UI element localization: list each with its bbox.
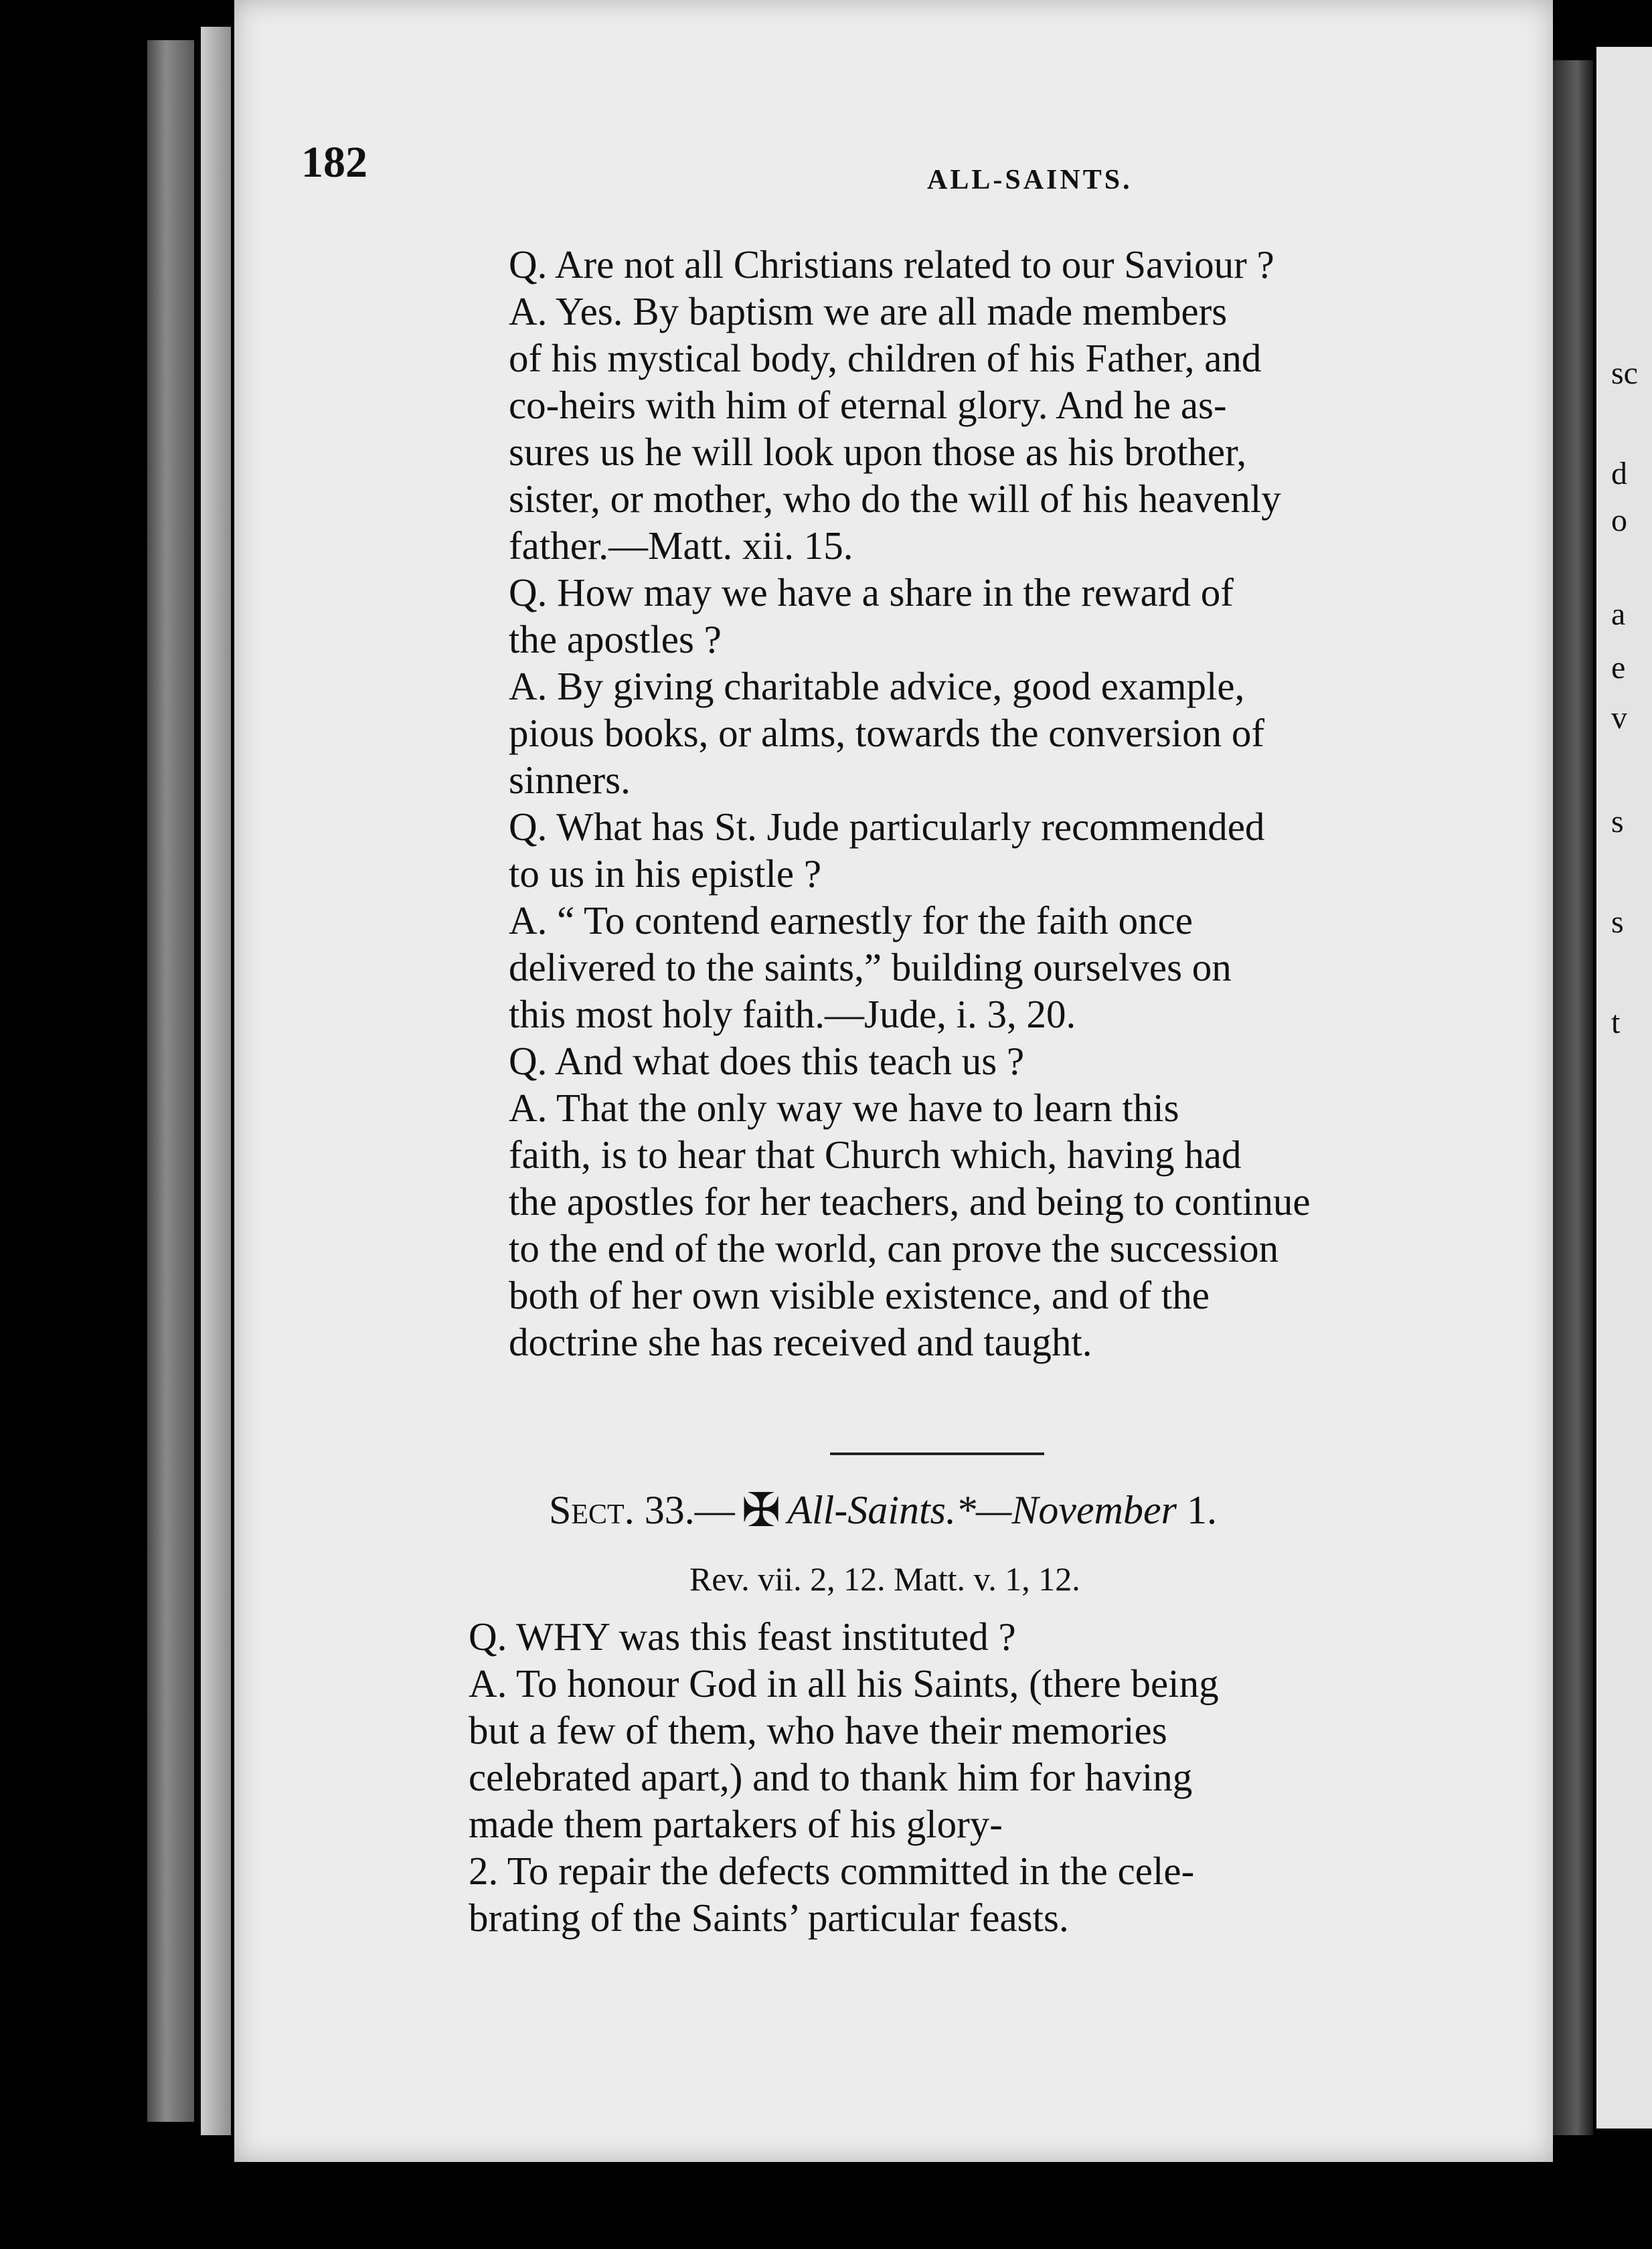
text-line: A. Yes. By baptism we are all made members: [509, 289, 1228, 333]
text-line: father.—Matt. xii. 15.: [509, 523, 853, 568]
qa-related-to-saviour: [509, 241, 1526, 569]
adjacent-page-fragment: v: [1611, 700, 1627, 736]
text-line: to us in his epistle ?: [509, 851, 822, 896]
section-title: All-Saints.*—November: [787, 1488, 1177, 1532]
text-line: sister, or mother, who do the will of his heavenly: [509, 477, 1281, 521]
adjacent-page-fragment: d: [1611, 456, 1627, 491]
text-line: co-heirs with him of eternal glory. And he as-: [509, 383, 1227, 427]
text-line: made them partakers of his glory-: [469, 1802, 1003, 1846]
text-line: celebrated apart,) and to thank him for having: [469, 1755, 1193, 1799]
adjacent-page-fragment: t: [1611, 1005, 1621, 1040]
text-line: brating of the Saints’ particular feasts.: [469, 1896, 1069, 1940]
body-text-lower: [469, 1613, 1486, 1941]
scripture-reference: Rev. vii. 2, 12. Matt. v. 1, 12.: [689, 1560, 1080, 1598]
adjacent-page-fragment: s: [1611, 904, 1624, 940]
text-line: A. “ To contend earnestly for the faith once: [509, 898, 1193, 942]
running-head: ALL-SAINTS.: [927, 165, 1133, 195]
qa-what-does-this-teach: [509, 1037, 1526, 1365]
book-edge-left: [147, 40, 194, 2122]
adjacent-page-fragment: sc: [1611, 355, 1638, 391]
text-line: but a few of them, who have their memories: [469, 1708, 1167, 1752]
text-line: Q. And what does this teach us ?: [509, 1039, 1025, 1083]
text-line: pious books, or alms, towards the conversion of: [509, 711, 1265, 755]
text-line: sinners.: [509, 758, 631, 802]
text-line: Q. How may we have a share in the reward of: [509, 570, 1234, 614]
section-label: Sect. 33.—: [549, 1488, 735, 1532]
text-line: Q. Are not all Christians related to our Saviour ?: [509, 242, 1274, 286]
text-line: Q. What has St. Jude particularly recommended: [509, 805, 1265, 849]
qa-share-in-reward: [509, 569, 1526, 803]
qa-st-jude-epistle: [509, 803, 1526, 1037]
text-line: the apostles ?: [509, 617, 722, 661]
text-line: Q. WHY was this feast instituted ?: [469, 1614, 1016, 1659]
adjacent-page-fragment: s: [1611, 804, 1624, 839]
section-day: 1.: [1186, 1488, 1217, 1532]
text-line: the apostles for her teachers, and being to continue: [509, 1179, 1311, 1224]
page-number: 182: [301, 138, 367, 187]
text-line: delivered to the saints,” building ourselves on: [509, 945, 1232, 989]
text-line: A. By giving charitable advice, good example,: [509, 664, 1245, 708]
adjacent-page-fragment: o: [1611, 503, 1627, 538]
book-edge-left-inner: [201, 27, 231, 2135]
section-divider: [830, 1452, 1044, 1455]
section-heading: [549, 1483, 1217, 1538]
adjacent-page-fragment: a: [1611, 596, 1626, 632]
text-line: A. To honour God in all his Saints, (there being: [469, 1661, 1219, 1705]
book-fore-edge: [1553, 60, 1593, 2135]
cross-pattee-icon: ✠: [741, 1485, 781, 1537]
text-line: of his mystical body, children of his Father, and: [509, 336, 1262, 380]
text-line: this most holy faith.—Jude, i. 3, 20.: [509, 992, 1076, 1036]
text-line: sures us he will look upon those as his brother,: [509, 430, 1247, 474]
adjacent-page: [1596, 47, 1652, 2129]
text-line: both of her own visible existence, and of the: [509, 1273, 1210, 1317]
body-text-upper: [509, 241, 1526, 1365]
adjacent-page-fragment: e: [1611, 650, 1626, 685]
text-line: A. That the only way we have to learn this: [509, 1086, 1179, 1130]
text-line: 2. To repair the defects committed in the cele-: [469, 1849, 1195, 1893]
text-line: faith, is to hear that Church which, having had: [509, 1133, 1242, 1177]
text-line: doctrine she has received and taught.: [509, 1320, 1092, 1364]
text-line: to the end of the world, can prove the succession: [509, 1226, 1279, 1270]
